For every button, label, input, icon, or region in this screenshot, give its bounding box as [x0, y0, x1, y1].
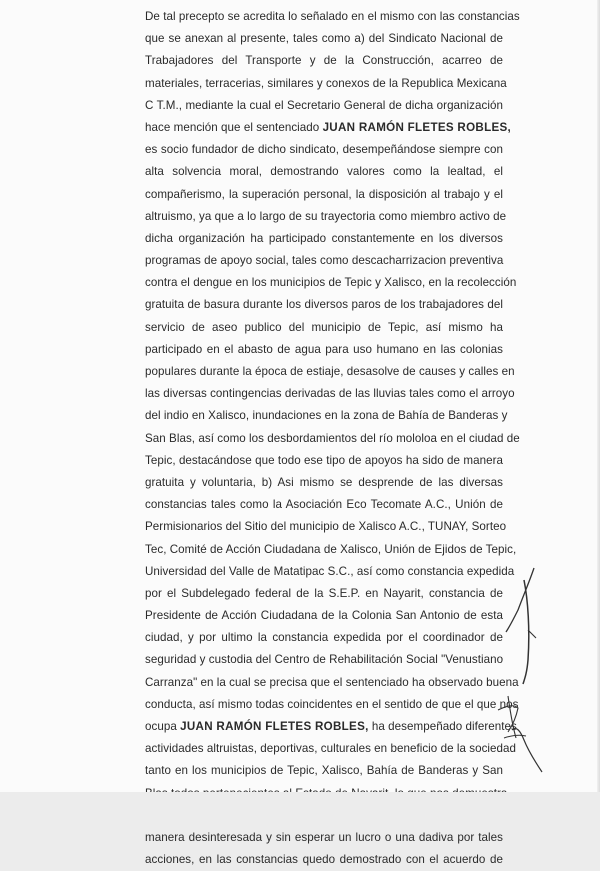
- text-segment: compañerismo, la superación personal, la disposición al trabajo y el: [145, 187, 503, 201]
- text-segment: hace mención que el sentenciado: [145, 120, 323, 134]
- text-line: [145, 539, 517, 561]
- text-segment: dicha organización ha participado constantemente en los diversos: [145, 231, 503, 245]
- text-segment: del indio en Xalisco, inundaciones en la zona de Bahía de Banderas y: [145, 409, 508, 423]
- text-line: [145, 117, 512, 139]
- text-line: [145, 827, 503, 849]
- text-segment: manera desinteresada y sin esperar un lucro o una dadiva por tales: [145, 830, 503, 844]
- text-line: [145, 250, 503, 272]
- text-line: [145, 605, 503, 627]
- text-segment: constancias tales como la Asociación Eco Tecomate A.C., Unión de: [145, 498, 503, 512]
- text-segment: Tec, Comité de Acción Ciudadana de Xalisco, Unión de Ejidos de Tepic,: [145, 542, 517, 556]
- text-segment: Presidente de Acción Ciudadana de la Colonia San Antonio de esta: [145, 609, 503, 623]
- text-segment: por el Subdelegado federal de la S.E.P. en Nayarit, constancia de: [145, 586, 503, 600]
- text-segment: las diversas contingencias derivadas de las lluvias tales como el arroyo: [145, 387, 515, 401]
- text-line: [145, 738, 517, 760]
- text-line: [145, 716, 517, 738]
- text-line: [145, 50, 503, 72]
- text-line: [145, 294, 503, 316]
- document-body: [145, 6, 520, 871]
- text-line: [145, 184, 503, 206]
- text-segment: contra el dengue en los municipios de Tepic y Xalisco, en la recolección: [145, 276, 517, 290]
- text-segment: participado en el abasto de agua para uso humano en las colonias: [145, 342, 503, 356]
- text-line: [145, 649, 503, 671]
- text-line: [145, 428, 520, 450]
- text-segment: De tal precepto se acredita lo señalado en el mismo con las constancias: [145, 10, 520, 23]
- text-line: [145, 28, 503, 50]
- text-line: [145, 627, 503, 649]
- text-line: [145, 161, 503, 183]
- text-segment: materiales, terracerias, similares y conexos de la Republica Mexicana: [145, 76, 507, 90]
- text-line: [145, 450, 503, 472]
- text-line: [145, 694, 519, 716]
- text-line: [145, 317, 503, 339]
- text-segment: Trabajadores del Transporte y de la Construcción, acarreo de: [145, 54, 503, 68]
- text-segment: altruismo, ya que a lo largo de su trayectoria como miembro activo de: [145, 209, 507, 223]
- text-segment: que se anexan al presente, tales como a) del Sindicato Nacional de: [145, 32, 503, 46]
- handwritten-signature: [490, 560, 570, 780]
- text-line: [145, 561, 515, 583]
- text-line: [145, 405, 508, 427]
- text-segment: gratuita de basura durante los diversos paros de los trabajadores del: [145, 298, 503, 312]
- text-segment: C T.M., mediante la cual el Secretario General de dicha organización: [145, 98, 503, 112]
- text-segment: gratuita y voluntaria, b) Asi mismo se desprende de las diversas: [145, 475, 503, 489]
- text-line: [145, 361, 515, 383]
- text-segment: populares durante la época de estiaje, desasolve de causes y calles en: [145, 365, 515, 378]
- text-segment: es socio fundador de dicho sindicato, desempeñándose siempre con: [145, 143, 503, 157]
- text-segment: actividades altruistas, deportivas, culturales en beneficio de la sociedad: [145, 742, 517, 756]
- text-line: [145, 95, 503, 117]
- text-segment: acciones, en las constancias quedo demostrado con el acuerdo de: [145, 853, 503, 867]
- text-line: [145, 472, 503, 494]
- text-line: [145, 494, 503, 516]
- text-line: [145, 516, 507, 538]
- defendant-name: JUAN RAMÓN FLETES ROBLES,: [322, 120, 512, 134]
- text-line: [145, 583, 503, 605]
- text-line: [145, 339, 503, 361]
- text-segment: conducta, así mismo todas coincidentes en el sentido de que el que nos: [145, 697, 519, 711]
- text-segment: servicio de aseo publico del municipio de Tepic, así mismo ha: [145, 320, 503, 334]
- text-segment: Tepic, destacándose que todo ese tipo de apoyos ha sido de manera: [145, 453, 503, 467]
- text-line: [145, 228, 503, 250]
- text-segment: programas de apoyo social, tales como descacharrizacion preventiva: [145, 254, 504, 268]
- text-line: [145, 206, 507, 228]
- text-segment: seguridad y custodia del Centro de Rehabilitación Social "Venustiano: [145, 653, 504, 667]
- text-segment: Carranza" en la cual se precisa que el sentenciado ha observado buena: [145, 675, 519, 689]
- text-line: [145, 272, 517, 294]
- text-segment: San Blas, así como los desbordamientos del río mololoa en el ciudad de: [145, 431, 520, 445]
- text-line: [145, 73, 507, 95]
- text-line: [145, 672, 519, 694]
- text-line: [145, 383, 515, 405]
- text-line: [145, 139, 503, 161]
- text-line: [145, 6, 520, 28]
- text-segment: ciudad, y por ultimo la constancia expedida por el coordinador de: [145, 631, 503, 645]
- text-segment: Permisionarios del Sitio del municipio de Xalisco A.C., TUNAY, Sorteo: [145, 520, 507, 534]
- defendant-name: JUAN RAMÓN FLETES ROBLES,: [180, 720, 369, 733]
- page-gap: [0, 792, 600, 827]
- text-line: [145, 760, 503, 782]
- text-segment: alta solvencia moral, demostrando valores como la lealtad, el: [145, 165, 503, 179]
- text-line: [145, 849, 503, 871]
- text-segment: Universidad del Valle de Matatipac S.C., así como constancia expedida: [145, 564, 515, 578]
- text-segment: ha desempeñado diferentes: [368, 720, 517, 733]
- text-segment: tanto en los municipios de Tepic, Xalisco, Bahía de Banderas y San: [145, 764, 503, 778]
- text-segment: ocupa: [145, 720, 181, 733]
